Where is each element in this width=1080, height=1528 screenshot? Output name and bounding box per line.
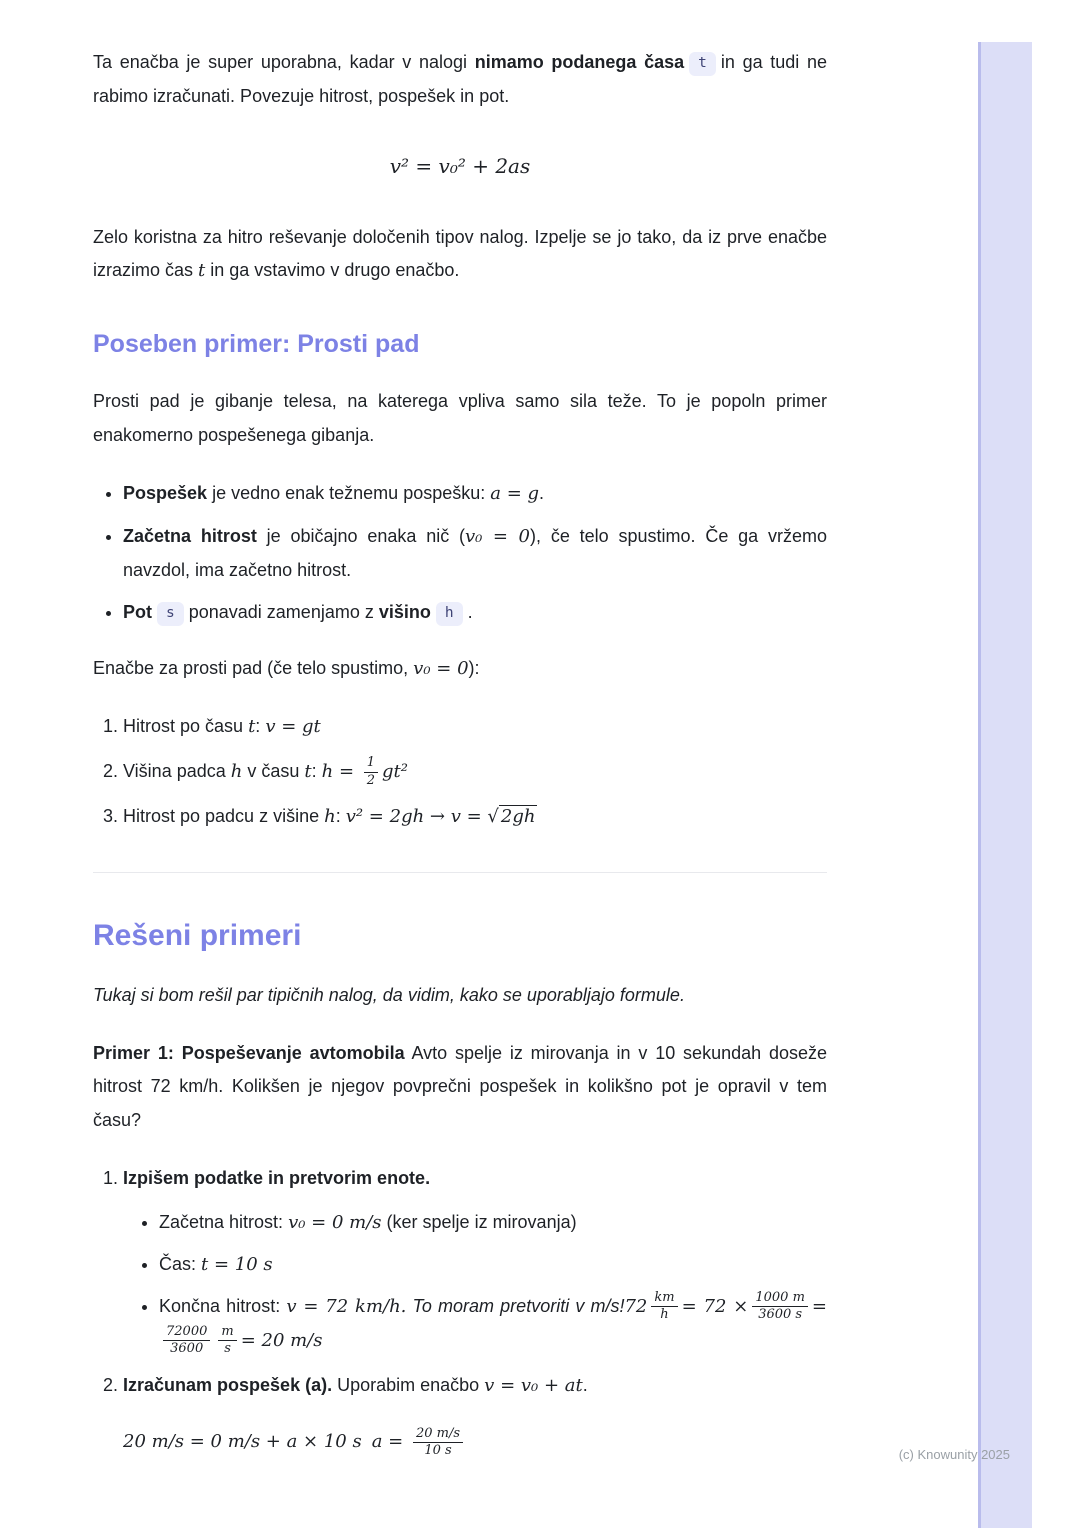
section-heading-prosti-pad: Poseben primer: Prosti pad	[93, 330, 420, 359]
paragraph	[93, 221, 827, 289]
math-run: a = g	[490, 482, 540, 504]
sqrt-symbol: √	[487, 805, 499, 827]
bold-run: Pospešek	[123, 482, 208, 503]
fraction-denominator: 3600	[170, 1341, 204, 1357]
math-run: h	[230, 760, 243, 782]
text-run: :	[335, 805, 346, 826]
list-item	[123, 755, 827, 789]
text-run: .	[467, 602, 473, 623]
text-run: .	[582, 1374, 588, 1395]
bold-run: višino	[378, 602, 431, 623]
fraction-numerator: 20 m/s	[413, 1426, 463, 1443]
math-run: t	[304, 760, 312, 782]
list-item	[123, 800, 827, 834]
list-item	[123, 1369, 827, 1403]
final-equation-line	[123, 1424, 827, 1459]
fraction-denominator: 3600 s	[758, 1307, 803, 1323]
text-run: Prosti pad je gibanje telesa, na katerega vpliva samo sila teže. To je popoln primer enakomerno pospešenega gibanja.	[93, 391, 827, 446]
text-run: Zelo koristna za hitro reševanje določenih tipov nalog. Izpelje se jo tako, da iz prve enačbe izrazimo čas	[93, 226, 827, 281]
text-run: je običajno enaka nič (	[256, 525, 466, 546]
bold-run: Izpišem podatke in pretvorim enote.	[123, 1168, 431, 1189]
text-run: ponavadi zamenjamo z	[188, 602, 379, 623]
text-run: .	[539, 482, 545, 503]
text-run: Začetna hitrost:	[159, 1211, 289, 1232]
display-equation	[93, 154, 827, 179]
bold-run: Primer 1: Pospeševanje avtomobila	[93, 1042, 405, 1063]
italic-run: Tukaj si bom rešil par tipičnih nalog, da vidim, kako se uporabljajo formule.	[93, 984, 685, 1005]
text-run: ):	[468, 658, 480, 679]
list-item	[123, 477, 827, 511]
text-run: Ta enačba je super uporabna, kadar v nalogi	[93, 52, 475, 72]
example-1-paragraph	[93, 1037, 827, 1138]
text-run: je vedno enak težnemu pospešku:	[207, 482, 491, 503]
math-run: =	[811, 1295, 827, 1317]
fraction-numerator: 1	[364, 755, 378, 772]
text-run: Čas:	[159, 1253, 202, 1274]
math-run: v₀ = 0	[413, 658, 469, 680]
fraction	[364, 755, 378, 789]
sqrt-expression: 2gh	[500, 805, 536, 827]
text-run: Višina padca	[123, 760, 231, 781]
intro-paragraph	[93, 46, 827, 114]
bold-run: Pot	[123, 602, 152, 623]
list-item	[123, 596, 827, 630]
fraction	[752, 1290, 808, 1324]
text-run: Hitrost po času	[123, 716, 249, 737]
fraction-denominator: 2	[366, 772, 376, 788]
list-item	[123, 710, 827, 744]
fraction	[163, 1324, 210, 1358]
code-badge-s: s	[157, 602, 184, 626]
math-run: v = 72 km/h.	[286, 1295, 407, 1317]
fraction-denominator: 10 s	[424, 1443, 452, 1459]
math-run: v = v₀ + at	[484, 1374, 583, 1396]
math-run: t	[198, 260, 206, 282]
text-run: Avto spelje iz mirovanja in v 10 sekundah doseže hitrost 72 km/h. Kolikšen je njegov povprečni pospešek in kolikšno pot je opravil v tem času?	[93, 1042, 827, 1131]
text-run: Končna hitrost:	[159, 1295, 287, 1316]
fraction-numerator: km	[651, 1290, 677, 1307]
math-run: v = gt	[265, 716, 321, 738]
section-divider	[93, 872, 827, 873]
fraction	[413, 1426, 463, 1460]
text-run: Uporabim enačbo	[332, 1374, 485, 1395]
fraction-numerator: 1000 m	[752, 1290, 808, 1307]
math-run: = 20 m/s	[240, 1329, 323, 1351]
math-run: h	[324, 805, 336, 827]
text-run: v času	[242, 760, 305, 781]
copyright-watermark: (c) Knowunity 2025	[898, 1447, 1010, 1462]
code-badge-t: t	[689, 52, 716, 76]
intro-note	[93, 979, 827, 1013]
text-run: Hitrost po padcu z višine	[123, 805, 325, 826]
section-heading-reseni-primeri: Rešeni primeri	[93, 918, 302, 952]
fraction-numerator: 72000	[163, 1324, 210, 1341]
list-item	[159, 1248, 827, 1282]
fraction	[651, 1290, 677, 1324]
equation-list	[93, 710, 827, 834]
math-run: h =	[321, 760, 360, 782]
bold-run: nimamo podanega časa	[474, 52, 685, 72]
paragraph	[93, 385, 827, 453]
list-item	[159, 1290, 827, 1358]
math-run: 72	[624, 1295, 648, 1317]
text-run: in ga vstavimo v drugo enačbo.	[205, 260, 460, 281]
math-run: v₀ = 0	[465, 525, 531, 547]
fraction-numerator: m	[218, 1324, 236, 1341]
math-run: v² = 2gh → v =	[345, 805, 488, 827]
math-run: gt²	[382, 760, 409, 782]
text-run: ), če telo spustimo. Če ga vržemo navzdol, ima začetno hitrost.	[123, 525, 827, 580]
code-badge-h: h	[436, 602, 463, 626]
list-item	[123, 520, 827, 588]
text-run: in ga tudi ne rabimo izračunati. Povezuje hitrost, pospešek in pot.	[93, 52, 827, 106]
math-run: t = 10 s	[201, 1253, 273, 1275]
italic-run: To moram pretvoriti v m/s!	[406, 1295, 625, 1316]
math-run: t	[248, 716, 256, 738]
equation-text: v² = v₀² + 2as	[389, 153, 531, 178]
text-run: (ker spelje iz mirovanja)	[381, 1211, 577, 1232]
math-run: = 72 ×	[681, 1295, 749, 1317]
fraction-denominator: s	[224, 1341, 231, 1357]
paragraph	[93, 652, 827, 686]
fraction-denominator: h	[660, 1307, 669, 1323]
math-run: a =	[371, 1431, 409, 1453]
text-run: :	[255, 716, 266, 737]
bullet-list	[93, 477, 827, 630]
bold-run: Začetna hitrost	[123, 525, 257, 546]
bold-run: Izračunam pospešek (a).	[123, 1374, 333, 1395]
data-sub-list	[123, 1206, 827, 1358]
solution-steps	[93, 1162, 827, 1402]
list-item	[159, 1206, 827, 1240]
fraction	[218, 1324, 236, 1358]
math-run: v₀ = 0 m/s	[288, 1211, 382, 1233]
math-run: 20 m/s = 0 m/s + a × 10 s	[123, 1431, 362, 1453]
text-run: Enačbe za prosti pad (če telo spustimo,	[93, 658, 414, 679]
text-run: :	[311, 760, 322, 781]
list-item	[123, 1162, 827, 1357]
